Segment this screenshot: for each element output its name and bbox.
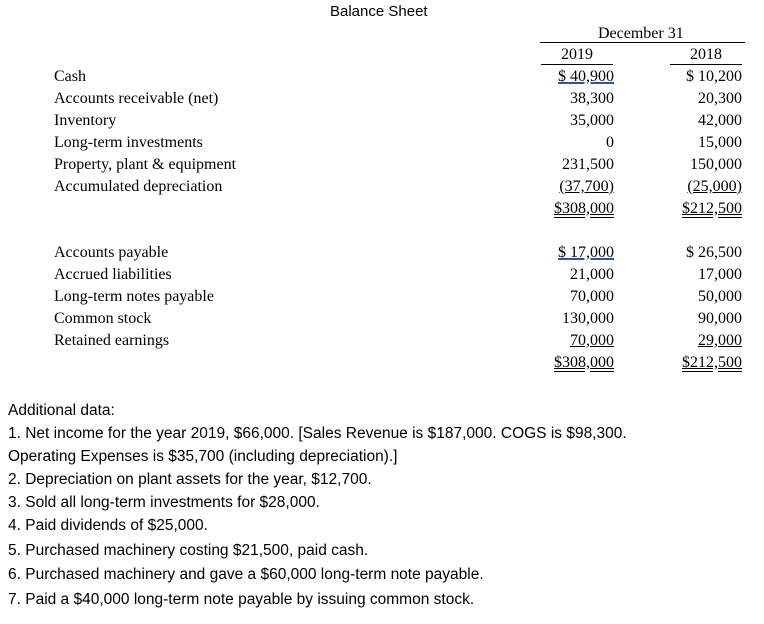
asset-value-2019: 0 bbox=[606, 134, 614, 151]
liabilities-total-2018: $212,500 bbox=[682, 354, 742, 371]
asset-value-2018: 15,000 bbox=[698, 134, 742, 151]
additional-data-line: 7. Paid a $40,000 long-term note payable by issuing common stock. bbox=[8, 591, 475, 608]
asset-label: Inventory bbox=[54, 112, 117, 129]
asset-label: Accumulated depreciation bbox=[54, 178, 223, 195]
asset-value-2019: 231,500 bbox=[562, 156, 614, 173]
liability-value-2018: 29,000 bbox=[698, 332, 742, 349]
liability-value-2019: 21,000 bbox=[570, 266, 614, 283]
liability-label: Long-term notes payable bbox=[54, 288, 214, 305]
liability-label: Common stock bbox=[54, 310, 152, 327]
liability-value-2018: $ 26,500 bbox=[686, 244, 742, 261]
liability-label: Accrued liabilities bbox=[54, 266, 172, 283]
liability-value-2018: 17,000 bbox=[698, 266, 742, 283]
year-2018-header: 2018 bbox=[670, 46, 742, 65]
liability-value-2019: 70,000 bbox=[570, 288, 614, 305]
asset-value-2019: 35,000 bbox=[570, 112, 614, 129]
additional-data-line: 5. Purchased machinery costing $21,500, paid cash. bbox=[8, 542, 369, 559]
liability-value-2019: 130,000 bbox=[562, 310, 614, 327]
asset-value-2019: 38,300 bbox=[570, 90, 614, 107]
additional-data-heading: Additional data: bbox=[8, 402, 115, 419]
additional-data-line: 4. Paid dividends of $25,000. bbox=[8, 517, 208, 534]
asset-label: Accounts receivable (net) bbox=[54, 90, 219, 107]
asset-label: Cash bbox=[54, 68, 86, 85]
year-2019-header: 2019 bbox=[541, 46, 613, 65]
asset-value-2018: (25,000) bbox=[687, 178, 742, 195]
period-header-rule bbox=[540, 42, 745, 43]
liability-value-2019: 70,000 bbox=[570, 332, 614, 349]
asset-value-2019: (37,700) bbox=[559, 178, 614, 195]
liability-value-2018: 50,000 bbox=[698, 288, 742, 305]
asset-value-2018: 20,300 bbox=[698, 90, 742, 107]
liabilities-total-2019: $308,000 bbox=[554, 354, 614, 371]
additional-data-line: 6. Purchased machinery and gave a $60,000 long-term note payable. bbox=[8, 566, 484, 583]
liability-value-2018: 90,000 bbox=[698, 310, 742, 327]
page-title: Balance Sheet bbox=[330, 3, 428, 20]
asset-value-2018: $ 10,200 bbox=[686, 68, 742, 85]
asset-label: Property, plant & equipment bbox=[54, 156, 237, 173]
asset-value-2019: $ 40,900 bbox=[558, 68, 614, 85]
asset-value-2018: 42,000 bbox=[698, 112, 742, 129]
liability-label: Retained earnings bbox=[54, 332, 170, 349]
liability-value-2019: $ 17,000 bbox=[558, 244, 614, 261]
additional-data-line: 1. Net income for the year 2019, $66,000. [Sales Revenue is $187,000. COGS is $98,300. bbox=[8, 425, 627, 442]
additional-data-line: Operating Expenses is $35,700 (including depreciation).] bbox=[8, 448, 398, 465]
assets-total-2019: $308,000 bbox=[554, 200, 614, 217]
asset-value-2018: 150,000 bbox=[690, 156, 742, 173]
asset-label: Long-term investments bbox=[54, 134, 203, 151]
assets-total-2018: $212,500 bbox=[682, 200, 742, 217]
period-header: December 31 bbox=[598, 25, 684, 42]
additional-data-line: 3. Sold all long-term investments for $28,000. bbox=[8, 494, 320, 511]
additional-data-line: 2. Depreciation on plant assets for the year, $12,700. bbox=[8, 471, 372, 488]
liability-label: Accounts payable bbox=[54, 244, 169, 261]
